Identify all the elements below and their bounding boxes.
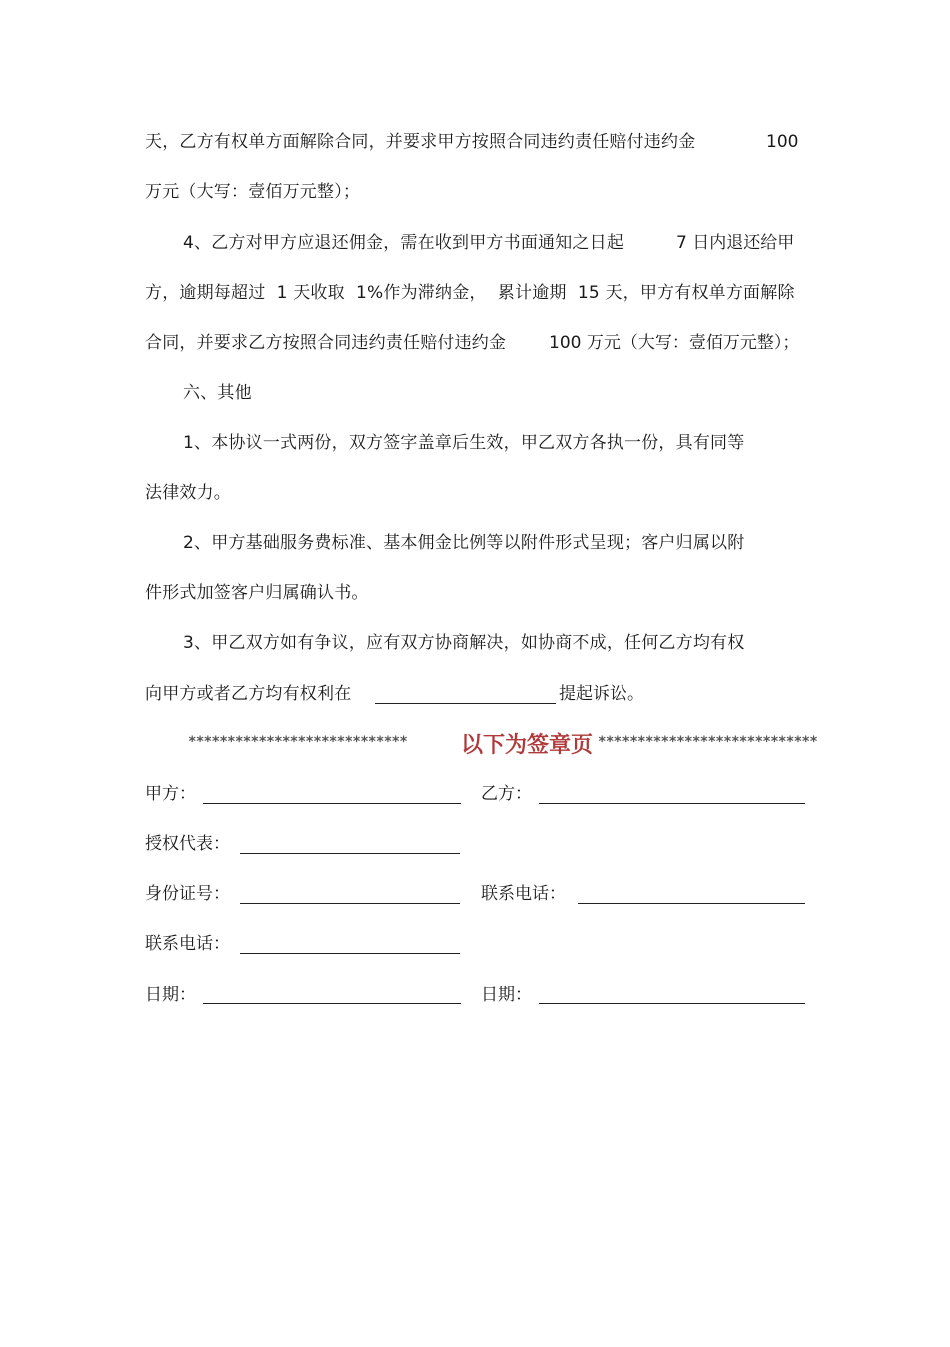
item1-line2: 法律效力。 [145,483,231,503]
party-b-field[interactable] [539,803,805,804]
p2-line2: 方，逾期每超过 1 天收取 1%作为滞纳金， 累计逾期 15 天，甲方有权单方面解除 [145,283,795,303]
party-b-date-label: 日期： [481,985,532,1005]
divider-stars-right: **************************** [598,734,818,750]
id-number-field[interactable] [240,903,460,904]
auth-rep-label: 授权代表： [145,834,230,854]
party-b-label: 乙方： [481,784,532,804]
p1-line1: 天，乙方有权单方面解除合同，并要求甲方按照合同违约责任赔付违约金 [145,132,696,152]
p1-line2: 万元（大写：壹佰万元整）； [145,182,361,202]
item3-line2a: 向甲方或者乙方均有权利在 [145,684,352,704]
divider-stars-left: **************************** [188,734,408,750]
item2-line2: 件形式加签客户归属确认书。 [145,583,369,603]
item3-line1: 3、甲乙双方如有争议，应有双方协商解决，如协商不成，任何乙方均有权 [183,633,745,653]
party-a-phone-label: 联系电话： [145,934,230,954]
party-a-phone-field[interactable] [240,953,460,954]
p2-line3b: 100 万元（大写：壹佰万元整）； [549,333,800,353]
auth-rep-field[interactable] [240,853,460,854]
signature-page-title: 以下为签章页 [461,733,594,758]
party-a-date-field[interactable] [203,1003,461,1004]
id-number-label: 身份证号： [145,884,230,904]
party-b-date-field[interactable] [539,1003,805,1004]
section-6-title: 六、其他 [183,383,252,403]
party-a-field[interactable] [203,803,461,804]
p2-line3a: 合同，并要求乙方按照合同违约责任赔付违约金 [145,333,507,353]
p2-line1-days: 7 日内退还给甲 [676,233,795,253]
item1-line1: 1、本协议一式两份，双方签字盖章后生效，甲乙双方各执一份，具有同等 [183,433,745,453]
p1-line1-amount: 100 [766,132,799,152]
party-a-label: 甲方： [145,784,196,804]
party-a-date-label: 日期： [145,985,196,1005]
p2-line1: 4、乙方对甲方应退还佣金，需在收到甲方书面通知之日起 [183,233,625,253]
item2-line1: 2、甲方基础服务费标准、基本佣金比例等以附件形式呈现；客户归属以附 [183,533,745,553]
party-b-phone-label: 联系电话： [481,884,566,904]
court-blank[interactable] [375,703,556,704]
party-b-phone-field[interactable] [578,903,805,904]
signature-page-divider [188,728,858,758]
item3-line2b: 提起诉讼。 [559,684,644,704]
